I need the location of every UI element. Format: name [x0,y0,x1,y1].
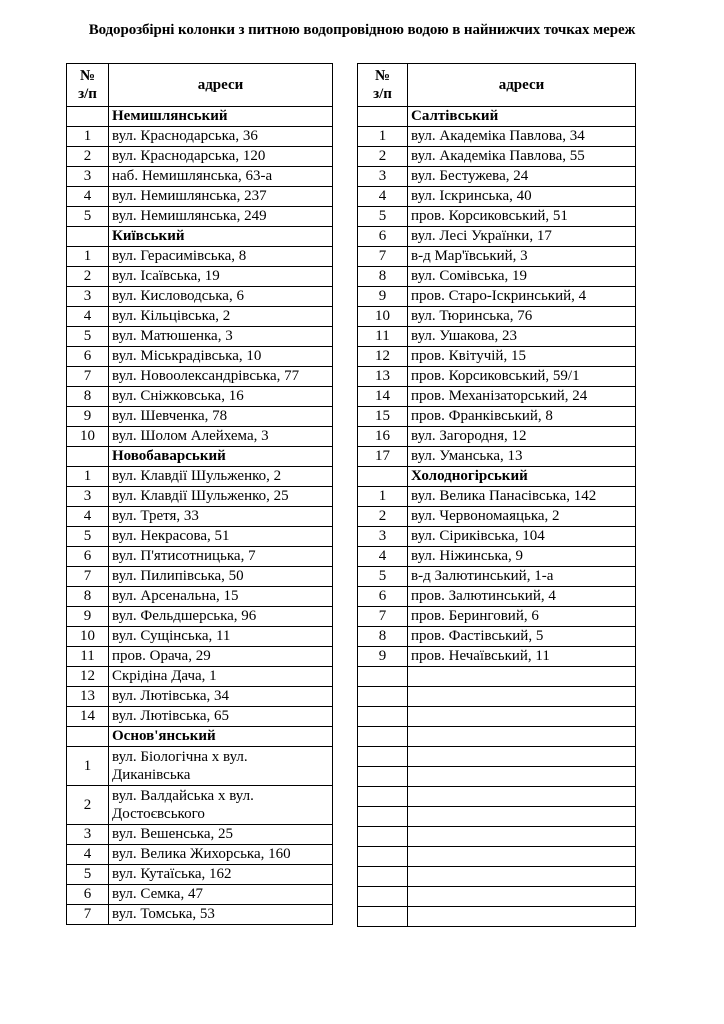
table-header-row [358,64,636,107]
row-address: вул. Томська, 53 [109,905,333,925]
row-address: вул. Немишлянська, 237 [109,187,333,207]
empty-row [358,847,636,867]
row-address: вул. Академіка Павлова, 55 [408,147,636,167]
empty-cell [408,747,636,767]
document-title: Водорозбірні колонки з питною водопровідною водою в найнижчих точках мереж [88,22,636,38]
row-number: 10 [358,307,408,327]
empty-cell [358,707,408,727]
address-column-header: адреси [408,64,636,107]
row-number: 1 [358,127,408,147]
row-address: вул. Кільцівська, 2 [109,307,333,327]
row-number: 5 [67,527,109,547]
row-address: вул. Тюринська, 76 [408,307,636,327]
table-row [67,905,333,925]
row-address: пров. Квітучій, 15 [408,347,636,367]
row-number: 1 [67,747,109,786]
row-number: 8 [67,587,109,607]
table-row [67,487,333,507]
empty-cell [408,807,636,827]
table-row [67,347,333,367]
row-address: вул. Ушакова, 23 [408,327,636,347]
empty-cell [408,727,636,747]
row-address: пров. Корсиковський, 59/1 [408,367,636,387]
district-number-cell [358,467,408,487]
table-row [67,307,333,327]
row-number: 10 [67,427,109,447]
district-header-row [67,447,333,467]
row-address: вул. Третя, 33 [109,507,333,527]
district-number-cell [67,227,109,247]
table-row [67,187,333,207]
table-row [358,247,636,267]
row-number: 8 [67,387,109,407]
table-row [67,627,333,647]
row-address: вул. Арсенальна, 15 [109,587,333,607]
row-address: вул. Ісаївська, 19 [109,267,333,287]
row-address: вул. Іскринська, 40 [408,187,636,207]
row-number: 14 [67,707,109,727]
row-address: вул. Міськрадівська, 10 [109,347,333,367]
table-row [358,507,636,527]
row-number: 1 [358,487,408,507]
address-column-header: адреси [109,64,333,107]
table-row [67,367,333,387]
row-address: вул. Шолом Алейхема, 3 [109,427,333,447]
table-row [358,347,636,367]
table-body-right [358,107,636,927]
empty-row [358,667,636,687]
empty-row [358,747,636,767]
row-number: 3 [67,287,109,307]
empty-cell [358,787,408,807]
row-number: 2 [67,786,109,825]
row-address: вул. Вешенська, 25 [109,825,333,845]
row-address: вул. Сіриківська, 104 [408,527,636,547]
row-number: 5 [358,567,408,587]
district-name: Холодногірський [408,467,636,487]
district-number-cell [67,727,109,747]
table-row [67,885,333,905]
row-address: вул. Сомівська, 19 [408,267,636,287]
row-number: 3 [67,825,109,845]
table-row [67,167,333,187]
empty-cell [358,907,408,927]
table-row [67,207,333,227]
row-address: вул. Немишлянська, 249 [109,207,333,227]
empty-cell [358,847,408,867]
row-number: 11 [67,647,109,667]
row-address: вул. Краснодарська, 36 [109,127,333,147]
empty-cell [358,867,408,887]
row-number: 12 [358,347,408,367]
number-header-line2: з/п [373,86,392,102]
district-name: Новобаварський [109,447,333,467]
row-number: 16 [358,427,408,447]
district-name: Основ'янський [109,727,333,747]
empty-row [358,707,636,727]
empty-cell [408,707,636,727]
empty-cell [408,767,636,787]
empty-cell [358,747,408,767]
row-address: вул. Валдайська х вул. Достоєвського [109,786,333,825]
empty-row [358,687,636,707]
table-row [67,667,333,687]
row-number: 4 [67,307,109,327]
row-number: 1 [67,127,109,147]
row-number: 5 [67,327,109,347]
empty-cell [408,787,636,807]
row-number: 6 [67,547,109,567]
row-number: 6 [358,227,408,247]
row-number: 8 [358,267,408,287]
row-number: 4 [358,187,408,207]
empty-row [358,887,636,907]
table-row [358,567,636,587]
table-row [67,287,333,307]
empty-cell [408,907,636,927]
row-number: 2 [358,507,408,527]
table-row [67,467,333,487]
row-number: 3 [67,487,109,507]
row-number: 11 [358,327,408,347]
row-number: 3 [358,527,408,547]
empty-cell [358,827,408,847]
empty-row [358,767,636,787]
row-address: пров. Беринговий, 6 [408,607,636,627]
row-number: 5 [358,207,408,227]
row-number: 15 [358,407,408,427]
row-address: вул. Лесі Українки, 17 [408,227,636,247]
empty-row [358,727,636,747]
table-row [358,187,636,207]
number-header-line1: № [79,68,96,84]
row-address: вул. Велика Панасівська, 142 [408,487,636,507]
table-row [67,567,333,587]
table-header-row [67,64,333,107]
row-address: в-д Мар'ївський, 3 [408,247,636,267]
empty-row [358,807,636,827]
row-address: вул. Фельдшерська, 96 [109,607,333,627]
empty-cell [358,767,408,787]
row-number: 8 [358,627,408,647]
row-address: вул. Велика Жихорська, 160 [109,845,333,865]
empty-row [358,907,636,927]
table-row [358,227,636,247]
table-row [358,267,636,287]
row-number: 3 [358,167,408,187]
row-address: вул. Бестужева, 24 [408,167,636,187]
empty-row [358,867,636,887]
table-row [358,147,636,167]
district-name: Немишлянський [109,107,333,127]
row-address: вул. Пилипівська, 50 [109,567,333,587]
table-row [358,367,636,387]
row-address: вул. Шевченка, 78 [109,407,333,427]
row-number: 9 [358,287,408,307]
district-header-row [358,107,636,127]
empty-row [358,787,636,807]
row-address: пров. Старо-Іскринський, 4 [408,287,636,307]
row-number: 9 [67,607,109,627]
table-row [358,647,636,667]
row-number: 4 [67,507,109,527]
row-number: 7 [358,247,408,267]
row-number: 3 [67,167,109,187]
row-number: 1 [67,247,109,267]
row-address: вул. Загородня, 12 [408,427,636,447]
district-header-row [67,227,333,247]
table-row [67,786,333,825]
row-address: пров. Нечаївський, 11 [408,647,636,667]
row-number: 5 [67,207,109,227]
table-row [358,607,636,627]
row-number: 5 [67,865,109,885]
table-body-left [67,107,333,925]
row-address: вул. Лютівська, 34 [109,687,333,707]
number-header-line2: з/п [78,86,97,102]
table-row [358,487,636,507]
table-row [358,127,636,147]
addresses-table-left [66,63,333,925]
row-number: 4 [67,187,109,207]
row-number: 7 [67,367,109,387]
row-address: пров. Механізаторський, 24 [408,387,636,407]
row-address: вул. Клавдії Шульженко, 2 [109,467,333,487]
table-row [67,825,333,845]
table-row [67,427,333,447]
district-name: Київський [109,227,333,247]
table-row [67,647,333,667]
table-row [358,427,636,447]
row-number: 17 [358,447,408,467]
row-number: 6 [358,587,408,607]
empty-cell [358,727,408,747]
row-address: пров. Залютинський, 4 [408,587,636,607]
row-number: 4 [358,547,408,567]
table-row [67,547,333,567]
row-number: 6 [67,885,109,905]
table-row [358,547,636,567]
row-number: 12 [67,667,109,687]
empty-cell [358,887,408,907]
table-row [358,387,636,407]
row-address: наб. Немишлянська, 63-а [109,167,333,187]
row-number: 14 [358,387,408,407]
number-column-header [358,64,408,107]
row-address: вул. Герасимівська, 8 [109,247,333,267]
number-header-line1: № [374,68,391,84]
table-row [67,747,333,786]
table-row [67,127,333,147]
row-number: 4 [67,845,109,865]
table-row [67,147,333,167]
empty-cell [358,687,408,707]
district-number-cell [358,107,408,127]
table-row [67,387,333,407]
table-row [358,447,636,467]
district-header-row [67,727,333,747]
table-row [67,407,333,427]
row-address: вул. Некрасова, 51 [109,527,333,547]
row-number: 2 [67,267,109,287]
table-row [358,407,636,427]
row-address: вул. Уманська, 13 [408,447,636,467]
table-row [358,207,636,227]
empty-cell [358,667,408,687]
table-row [67,607,333,627]
table-row [67,527,333,547]
row-number: 7 [67,567,109,587]
row-address: вул. Біологічна х вул. Диканівська [109,747,333,786]
row-address: пров. Фастівський, 5 [408,627,636,647]
row-address: в-д Залютинський, 1-а [408,567,636,587]
row-address: вул. Новоолександрівська, 77 [109,367,333,387]
district-header-row [358,467,636,487]
row-number: 13 [67,687,109,707]
empty-cell [408,687,636,707]
table-row [358,527,636,547]
table-row [358,167,636,187]
row-address: пров. Франківський, 8 [408,407,636,427]
row-number: 2 [67,147,109,167]
table-row [67,247,333,267]
row-address: вул. Кутаїська, 162 [109,865,333,885]
table-row [67,865,333,885]
empty-cell [408,667,636,687]
row-address: вул. Матюшенка, 3 [109,327,333,347]
row-number: 9 [358,647,408,667]
district-name: Салтівський [408,107,636,127]
row-number: 9 [67,407,109,427]
row-number: 13 [358,367,408,387]
row-address: вул. Клавдії Шульженко, 25 [109,487,333,507]
row-address: пров. Корсиковський, 51 [408,207,636,227]
row-address: Скрідіна Дача, 1 [109,667,333,687]
empty-row [358,827,636,847]
row-address: вул. Ніжинська, 9 [408,547,636,567]
addresses-table-right [357,63,636,927]
row-address: вул. Сущінська, 11 [109,627,333,647]
row-number: 1 [67,467,109,487]
table-row [67,707,333,727]
table-row [67,327,333,347]
row-address: вул. П'ятисотницька, 7 [109,547,333,567]
row-address: вул. Краснодарська, 120 [109,147,333,167]
table-row [358,587,636,607]
table-row [358,327,636,347]
row-number: 7 [67,905,109,925]
table-row [67,845,333,865]
empty-cell [408,867,636,887]
table-row [358,307,636,327]
table-row [67,587,333,607]
empty-cell [408,887,636,907]
row-address: вул. Червономаяцька, 2 [408,507,636,527]
table-row [358,287,636,307]
row-address: вул. Лютівська, 65 [109,707,333,727]
table-row [67,267,333,287]
empty-cell [408,827,636,847]
number-column-header [67,64,109,107]
row-address: вул. Академіка Павлова, 34 [408,127,636,147]
row-address: вул. Кисловодська, 6 [109,287,333,307]
row-address: вул. Сніжковська, 16 [109,387,333,407]
row-number: 6 [67,347,109,367]
table-row [67,507,333,527]
empty-cell [408,847,636,867]
row-address: вул. Семка, 47 [109,885,333,905]
row-number: 7 [358,607,408,627]
table-row [67,687,333,707]
district-number-cell [67,107,109,127]
empty-cell [358,807,408,827]
district-number-cell [67,447,109,467]
row-number: 10 [67,627,109,647]
district-header-row [67,107,333,127]
table-row [358,627,636,647]
row-address: пров. Орача, 29 [109,647,333,667]
row-number: 2 [358,147,408,167]
